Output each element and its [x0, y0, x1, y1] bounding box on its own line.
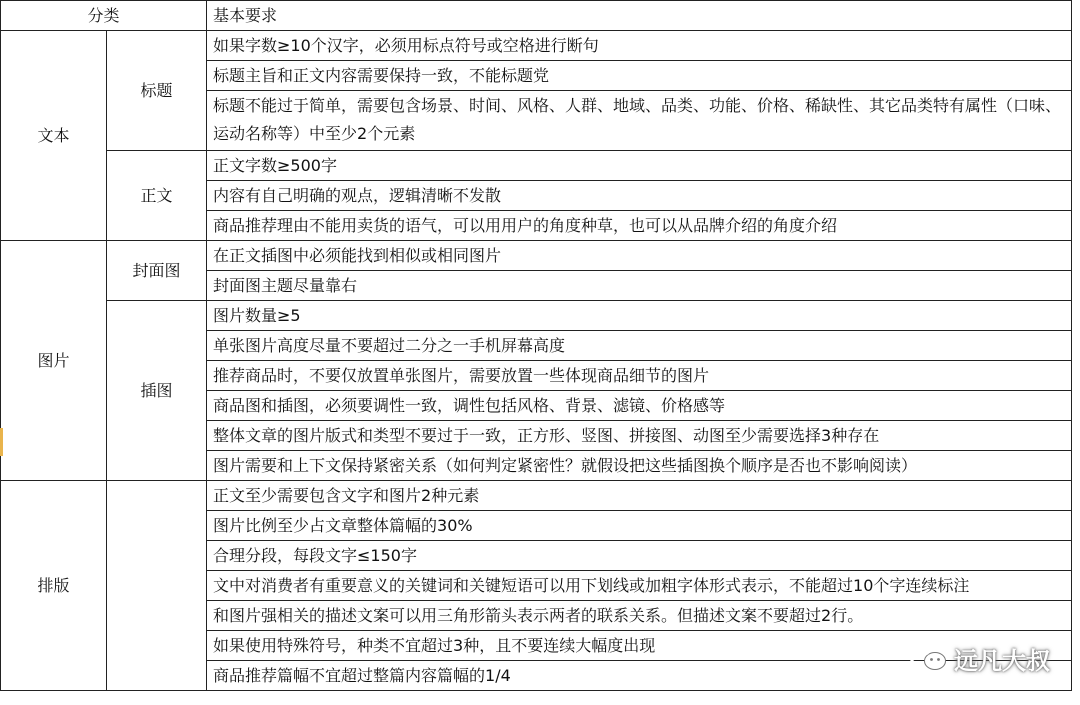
requirement-cell[interactable]: 内容有自己明确的观点，逻辑清晰不发散	[207, 181, 1072, 211]
subcategory-cell[interactable]: 标题	[107, 31, 207, 151]
subcategory-cell[interactable]: 正文	[107, 151, 207, 241]
requirement-cell[interactable]: 文中对消费者有重要意义的关键词和关键短语可以用下划线或加粗字体形式表示，不能超过10个字连续标注	[207, 571, 1072, 601]
watermark-text: 远凡大叔	[954, 646, 1050, 675]
table-row	[1, 151, 1072, 181]
requirement-cell[interactable]: 如果使用特殊符号，种类不宜超过3种，且不要连续大幅度出现	[207, 631, 1072, 661]
header-requirement[interactable]: 基本要求	[207, 1, 1072, 31]
requirement-cell[interactable]: 标题不能过于简单，需要包含场景、时间、风格、人群、地域、品类、功能、价格、稀缺性、其它品类特有属性（口味、运动名称等）中至少2个元素	[207, 91, 1072, 151]
requirement-cell[interactable]: 在正文插图中必须能找到相似或相同图片	[207, 241, 1072, 271]
subcategory-cell[interactable]	[107, 481, 207, 691]
requirement-cell[interactable]: 合理分段，每段文字≤150字	[207, 541, 1072, 571]
subcategory-cell[interactable]: 封面图	[107, 241, 207, 301]
requirement-cell[interactable]: 商品推荐篇幅不宜超过整篇内容篇幅的1/4	[207, 661, 1072, 691]
row-gutter-marker	[0, 428, 3, 456]
table-row	[1, 481, 1072, 511]
requirement-cell[interactable]: 推荐商品时，不要仅放置单张图片，需要放置一些体现商品细节的图片	[207, 361, 1072, 391]
table-row	[1, 241, 1072, 271]
requirement-cell[interactable]: 和图片强相关的描述文案可以用三角形箭头表示两者的联系关系。但描述文案不要超过2行。	[207, 601, 1072, 631]
requirement-cell[interactable]: 商品推荐理由不能用卖货的语气，可以用用户的角度种草，也可以从品牌介绍的角度介绍	[207, 211, 1072, 241]
requirement-cell[interactable]: 商品图和插图，必须要调性一致，调性包括风格、背景、滤镜、价格感等	[207, 391, 1072, 421]
table-row	[1, 301, 1072, 331]
header-category[interactable]: 分类	[1, 1, 207, 31]
requirement-cell[interactable]: 图片需要和上下文保持紧密关系（如何判定紧密性？就假设把这些插图换个顺序是否也不影响阅读）	[207, 451, 1072, 481]
requirement-cell[interactable]: 正文字数≥500字	[207, 151, 1072, 181]
requirement-cell[interactable]: 图片数量≥5	[207, 301, 1072, 331]
table-row	[1, 31, 1072, 61]
header-row	[1, 1, 1072, 31]
requirement-cell[interactable]: 图片比例至少占文章整体篇幅的30%	[207, 511, 1072, 541]
wechat-icon	[908, 642, 948, 674]
category-cell[interactable]: 文本	[1, 31, 107, 241]
requirement-cell[interactable]: 如果字数≥10个汉字，必须用标点符号或空格进行断句	[207, 31, 1072, 61]
requirement-cell[interactable]: 封面图主题尽量靠右	[207, 271, 1072, 301]
requirement-cell[interactable]: 标题主旨和正文内容需要保持一致，不能标题党	[207, 61, 1072, 91]
requirement-cell[interactable]: 正文至少需要包含文字和图片2种元素	[207, 481, 1072, 511]
subcategory-cell[interactable]: 插图	[107, 301, 207, 481]
category-cell[interactable]: 图片	[1, 241, 107, 481]
category-cell[interactable]: 排版	[1, 481, 107, 691]
watermark	[908, 640, 1050, 676]
requirement-cell[interactable]: 单张图片高度尽量不要超过二分之一手机屏幕高度	[207, 331, 1072, 361]
requirement-cell[interactable]: 整体文章的图片版式和类型不要过于一致，正方形、竖图、拼接图、动图至少需要选择3种存在	[207, 421, 1072, 451]
